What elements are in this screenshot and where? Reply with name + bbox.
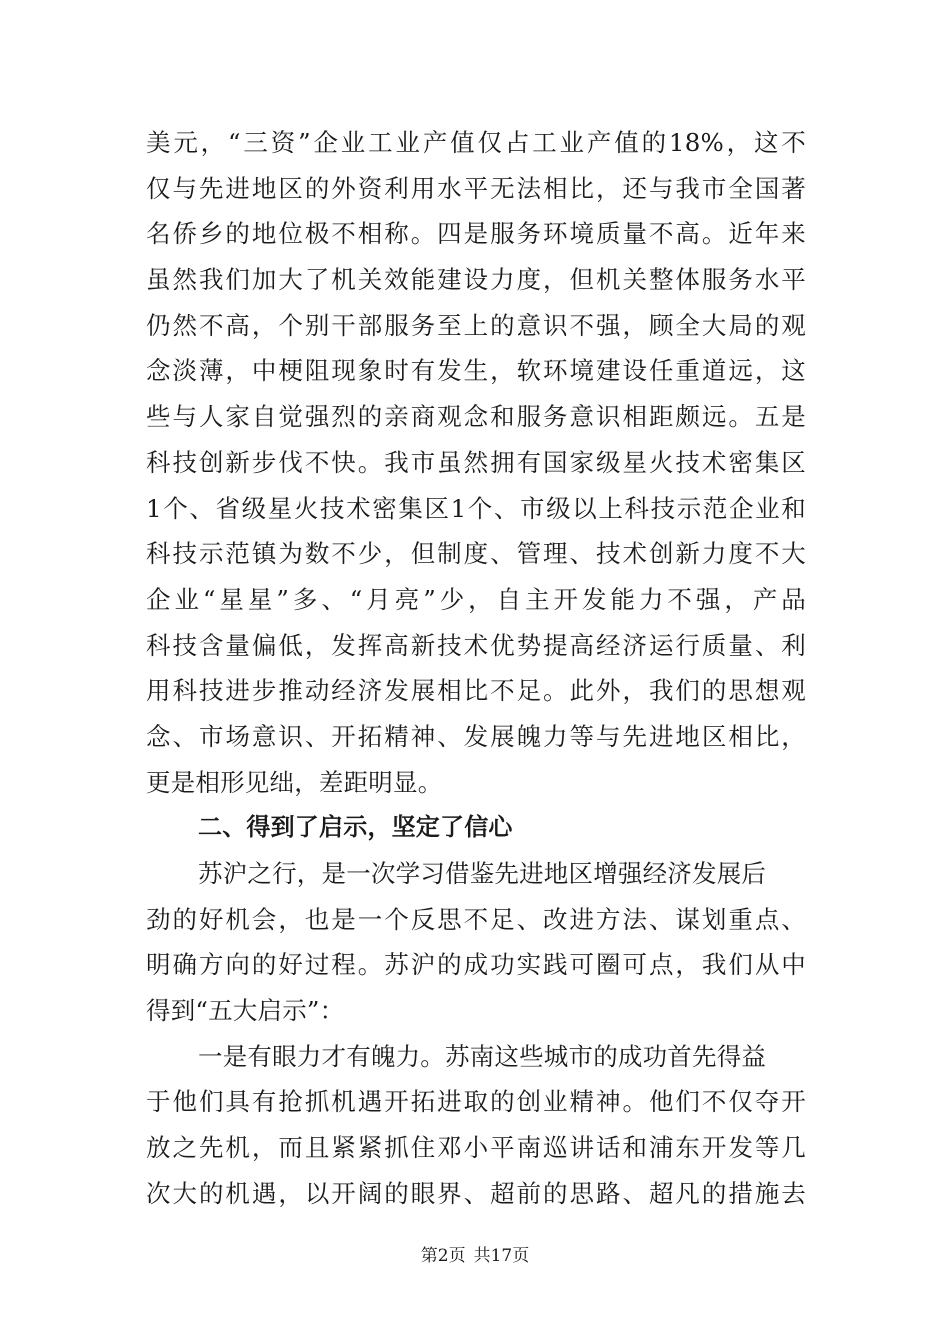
text-line: 苏沪之行，是一次学习借鉴先进地区增强经济发展后 [198, 859, 767, 888]
text-line: 企业“星星”多、“月亮”少，自主开发能力不强，产品 [146, 584, 806, 614]
text-line: 美元，“三资”企业工业产值仅占工业产值的18%，这不 [146, 128, 806, 157]
text-line: 一是有眼力才有魄力。苏南这些城市的成功首先得益 [198, 1041, 767, 1071]
section-heading: 二、得到了启示，坚定了信心 [198, 813, 513, 842]
text-line: 虽然我们加大了机关效能建设力度，但机关整体服务水平 [146, 265, 806, 295]
text-line: 念、市场意识、开拓精神、发展魄力等与先进地区相比， [146, 721, 806, 751]
text-line: 名侨乡的地位极不相称。四是服务环境质量不高。近年来 [146, 219, 806, 249]
text-line: 用科技进步推动经济发展相比不足。此外，我们的思想观 [146, 676, 806, 706]
text-line: 科技创新步伐不快。我市虽然拥有国家级星火技术密集区 [146, 447, 806, 477]
page-number: 第2页 [420, 1246, 466, 1266]
page-footer [0, 1244, 950, 1268]
document-body [146, 120, 806, 1217]
text-line: 更是相形见绌，差距明显。 [146, 767, 443, 797]
text-line: 明确方向的好过程。苏沪的成功实践可圈可点，我们从中 [146, 950, 806, 980]
text-line: 于他们具有抢抓机遇开拓进取的创业精神。他们不仅夺开 [146, 1087, 806, 1117]
text-line: 得到“五大启示”： [146, 996, 345, 1026]
text-line: 次大的机遇，以开阔的眼界、超前的思路、超凡的措施去 [146, 1178, 806, 1208]
text-line: 念淡薄，中梗阻现象时有发生，软环境建设任重道远，这 [146, 356, 806, 386]
text-line: 仅与先进地区的外资利用水平无法相比，还与我市全国著 [146, 173, 806, 203]
text-line: 放之先机，而且紧紧抓住邓小平南巡讲话和浦东开发等几 [146, 1133, 806, 1163]
page-total: 共17页 [473, 1246, 530, 1266]
text-line: 劲的好机会，也是一个反思不足、改进方法、谋划重点、 [146, 904, 806, 934]
text-line: 些与人家自觉强烈的亲商观念和服务意识相距颇远。五是 [146, 402, 806, 432]
text-line: 仍然不高，个别干部服务至上的意识不强，顾全大局的观 [146, 310, 806, 340]
text-line: 科技含量偏低，发挥高新技术优势提高经济运行质量、利 [146, 630, 806, 660]
text-line: 1个、省级星火技术密集区1个、市级以上科技示范企业和 [146, 493, 806, 523]
text-line: 科技示范镇为数不少，但制度、管理、技术创新力度不大 [146, 539, 806, 569]
